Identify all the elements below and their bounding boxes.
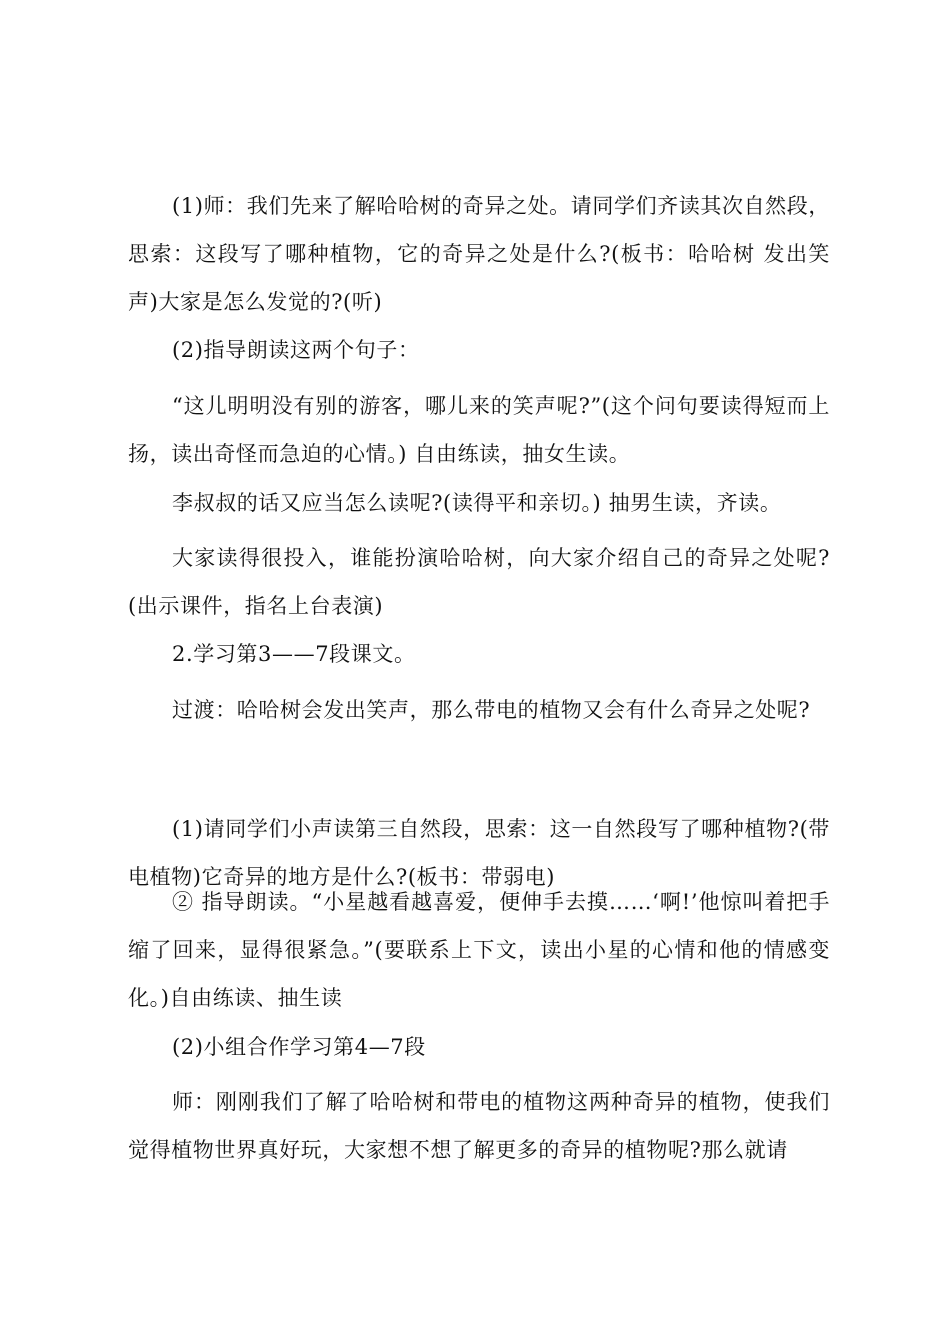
paragraph-6: 2.学习第3——7段课文。 [172,642,416,666]
paragraph-9: ② 指导朗读。“小星越看越喜爱，便伸手去摸……‘啊!’他惊叫着把手缩了回来，显得很紧急。”(要联系上下文，读出小星的心情和他的情感变化。)自由练读、抽生读 [128,890,830,1010]
paragraph-5: 大家读得很投入，谁能扮演哈哈树，向大家介绍自己的奇异之处呢?(出示课件，指名上台表演) [128,546,830,618]
paragraph-11: 师：刚刚我们了解了哈哈树和带电的植物这两种奇异的植物，使我们觉得植物世界真好玩，大家想不想了解更多的奇异的植物呢?那么就请 [128,1090,830,1162]
paragraph-3: “这儿明明没有别的游客，哪儿来的笑声呢?”(这个问句要读得短而上扬，读出奇怪而急迫的心情。) 自由练读，抽女生读。 [128,394,830,466]
paragraph-10: (2)小组合作学习第4—7段 [172,1035,426,1059]
paragraph-7: 过渡：哈哈树会发出笑声，那么带电的植物又会有什么奇异之处呢? [172,698,811,722]
paragraph-4: 李叔叔的话又应当怎么读呢?(读得平和亲切。) 抽男生读，齐读。 [172,491,782,515]
paragraph-1: (1)师：我们先来了解哈哈树的奇异之处。请同学们齐读其次自然段，思索：这段写了哪种植物，它的奇异之处是什么?(板书：哈哈树 发出笑声)大家是怎么发觉的?(听) [128,194,830,314]
paragraph-8: (1)请同学们小声读第三自然段，思索：这一自然段写了哪种植物?(带电植物)它奇异的地方是什么?(板书：带弱电) [128,817,830,889]
paragraph-2: (2)指导朗读这两个句子： [172,338,420,362]
